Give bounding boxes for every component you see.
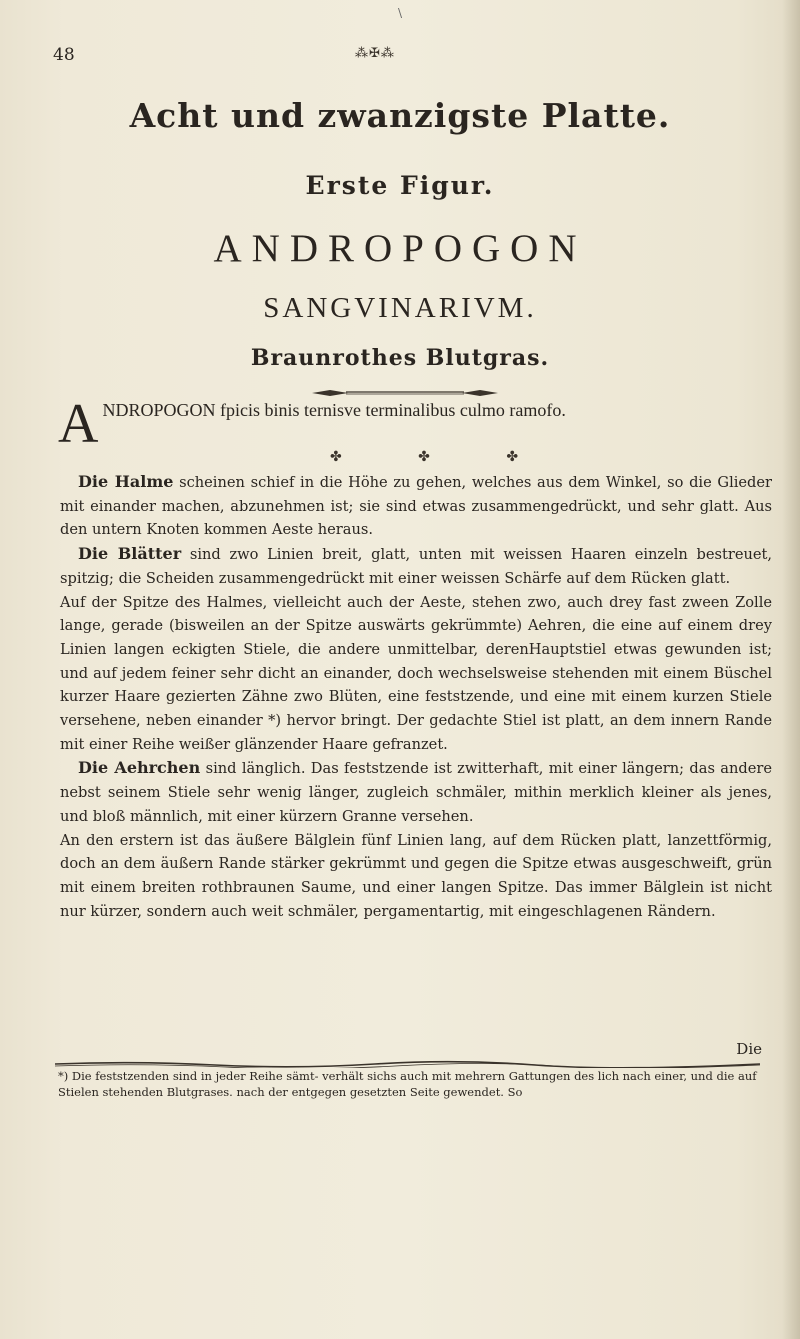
paragraph-baelglein: An den erstern ist das äußere Bälglein fünf Linien lang, auf dem Rücken platt, lanzettförmig, doch an dem äußern Rande stärker gekrümmt und gegen die Spitze etwas ausgeschweift, grün mit einem breiten rothbraunen Saume, und einer langen Spitze. Das immer Bälglein ist nicht nur kürzer, sondern auch weit schmäler, pergamentartig, mit eingeschlagenen Rändern. <box>60 831 772 920</box>
body-text <box>60 470 772 923</box>
paragraph-aehrchen: Die Aehrchen sind länglich. Das feststzende ist zwitterhaft, mit einer längern; das andere nebst seinem Stiele sehr wenig länger, zugleich schmäler, mithin merklich kleiner als jenes, und bloß männlich, mit einer kürzern Granne versehen. <box>60 758 772 825</box>
page-edge-shadow <box>782 0 800 1339</box>
figure-heading: Erste Figur. <box>305 171 495 200</box>
footnote: *) Die feststzenden sind in jeder Reihe sämt- verhält sichs auch mit mehrern Gattungen des lich nach einer, und die auf Stielen stehenden Blutgrases. nach der entgegen gesetzten Seite gewendet. So <box>58 1069 757 1099</box>
footnote-rule <box>55 1060 760 1068</box>
plate-heading: Acht und zwanzigste Platte. <box>129 96 671 135</box>
paragraph-blaetter: Die Blätter sind zwo Linien breit, glatt, unten mit weissen Haaren einzeln bestreuet, spitzig; die Scheiden zusammengedrückt mit einer weissen Schärfe auf dem Rücken glatt. <box>60 544 773 587</box>
paragraph-aehren: Auf der Spitze des Halmes, vielleicht auch der Aeste, stehen zwo, auch drey fast zween Zolle lange, gerade (bisweilen an der Spitze auswärts gekrümmte) Aehren, die eine auf einem drey Linien langen eckigten Stiele, die andere unmittelbar, derenHauptstiel etwas gewunden ist; und auf jedem feiner sehr dicht an einander, doch wechselsweise stehenden mit einem Büschel kurzer Haare gezierten Zähne zwo Blüten, eine feststzende, und eine mit einem kurzen Stiele versehene, neben einander *) hervor bringt. Der gedachte Stiel ist platt, an dem innern Rande mit einer Reihe weißer glänzender Haare gefranzet. <box>60 593 772 753</box>
paragraph-halme: Die Halme scheinen schief in die Höhe zu gehen, welches aus dem Winkel, so die Glieder mit einander machen, abzunehmen ist; sie sind etwas zusammengedrückt, und sehr glatt. Aus den untern Knoten kommen Aeste heraus. <box>60 472 772 539</box>
common-name: Braunrothes Blutgras. <box>250 345 550 371</box>
term-halme: Die Halme <box>78 472 174 491</box>
genus-title: ANDROPOGON <box>213 227 587 270</box>
ornamental-divider <box>310 388 500 398</box>
term-aehrchen: Die Aehrchen <box>78 758 201 778</box>
latin-description <box>58 393 768 455</box>
header-ornament: ⁂✠⁂ <box>355 46 395 61</box>
catch-word: Die <box>736 1040 762 1058</box>
latin-text: NDROPOGON fpicis binis ternisve terminalibus culmo ramofo. <box>102 400 566 420</box>
star-ornaments: ✤ ✤ ✤ <box>330 449 555 465</box>
page-number: 48 <box>53 45 75 65</box>
species-title: SANGVINARIVM. <box>263 292 537 324</box>
term-blaetter: Die Blätter <box>78 544 182 564</box>
top-mark: \ <box>398 6 403 20</box>
drop-cap: A <box>58 393 99 455</box>
